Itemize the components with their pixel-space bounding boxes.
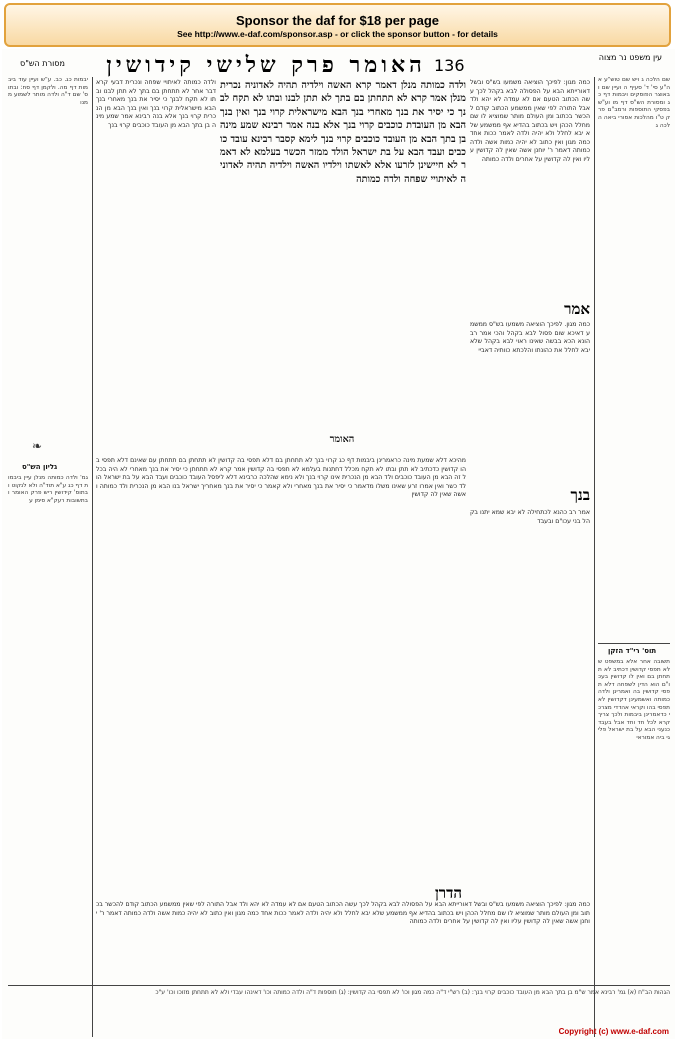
left-sidebar-text: יבמות כג. כב. ע"ש ועיין עוד ביבמות דף מה. ולקמן דף סח: ובתוס' שם ד"ה ולדה מותר לשמוע ממנו <box>8 77 88 106</box>
sponsor-banner[interactable] <box>4 3 671 47</box>
tosafot-box-top <box>598 643 670 644</box>
gilyon-text: גמ' ולדה כמותה מנלן עיין ביבמות דף כג ע"א תוד"ה ולא לנקוט ובתוס' קידושין ריש פרק האומר ובתשובות רעק"א סימן ע <box>8 475 88 504</box>
divider-left <box>92 77 93 1037</box>
rashi-right-lower: אמר רב כהנא לכתחילה לא יבא שמא יתנו בקהל בני עכו"ם ובעבד <box>470 509 590 525</box>
rashi-middle: מהיכא דלא שמעת מינה כראמרינן ביבמות דף כג קרוי בנך לא תתחתן בם דלא תפסי בה קדושין לא תתחתן בם תתחתן עם שאינם דלא תפסי בהו קדושין כדכתיב לא תתן ובתו לא תקח מכלל דחתנות בעלמא לא תפסי בה קדושין אמר קרא לא תתחתן כי יסיר את בנך מאחרי לא היה בכלל זה הבא מן העובד כוכבים ולד הבא מן הנכרית אינו קרוי בנך ולא נימא שהלכה כרבינא דלא ליפסל העובד כוכבים ועבד הבא על בת ישראל הולד כשר ואין אמרו זרע שאינו משלו מדאמר כי יסיר את בנך מאחרי ולא קאמר כי יסיר את בנך מאחריך ישראל בנו הבא מן הנכרית ולד כמותה ואשה שאין לה קדושין <box>96 457 466 498</box>
page-title: האומר פרק שלישי קידושין <box>106 52 426 78</box>
copyright-notice[interactable]: Copyright (c) www.e-daf.com <box>558 1027 669 1036</box>
rashi-top-left: ולדה כמותה לאיתויי שפחה ונכרית דבעי קרא דבר אחר לא תתחתן בם בתך לא תתן לבנו ובתו לא תקח לבנך כי יסיר את בנך מאחרי בנך הבא מישראלית קרוי בנך ואין בנך הבא מן הנכרית קרוי בנך אלא בנה רבינא אמר שמע מינה בן בתך הבא מן העובד כוכבים קרוי בנך <box>96 79 216 129</box>
ornament-left: ❧ <box>32 439 43 453</box>
rashi-bottom: כמה מגון: לפיכך הוציאה משמעו בש"ס ובשל דאורייתא הבא על הפסולה לבא בקהל לכך עשה הכתוב הטעם אם לא עמדה לא יהא ולד אבל התורה לפי שאין ממשמע הכתוב קודם להכשר בכתוב ומן העולם מותר שמוציא לו שם מחלל הכהן ויש בכתוב בהדיא אף ממשמע שלא יבא לחלל ולא יהיה ולדה לאמר ככות אחד כמה מגון ואין כתוב לא יהיה כמות אשה ולדה כמותה דאמר ר' יוחנן אשה שאין לה קדושין עליו ואין לה קדושין על אחרים ולדה כמותה <box>96 901 590 925</box>
footnote-divider <box>8 985 670 986</box>
page-number: 136 <box>434 56 465 75</box>
dibbur-hamatchil-2: בנך <box>570 487 590 504</box>
footnote-text: הגהות הב"ח (א) גמ' רבינא אמר ש"מ בן בתך הבא מן העובד כוכבים קרוי בנך: (ב) רש"י ד"ה כמה מגון וכו' לא תפסי בה קדושין: (ג) תוספות ד"ה ולדה כמותה וכו' דאינהו עבדי ולא לא תתחתן מזוכו וכו' ע"כ <box>155 989 670 996</box>
margin-label-left: מסורת הש"ס <box>20 59 65 68</box>
rashi-top-right: כמה מגון: לפיכך הוציאה משמעו בש"ס ובשל דאורייתא הבא על הפסולה לבא בקהל לכך עשה הכתוב הטעם אם לא עמדה לא יהא ולד אבל התורה לפי שאין ממשמע הכתוב קודם להכשר בכתוב ומן העולם מותר שמוציא לו שם מחלל הכהן ויש בכתוב בהדיא אף ממשמע שלא יבא לחלל ולא יהיה ולדה לאמר ככות אחד כמה מגון ואין כתוב לא יהיה כמות אשה ולדה כמותה דאמר ר' יוחנן אשה שאין לה קדושין עליו ואין לה קדושין על אחרים ולדה כמותה <box>470 79 590 163</box>
mishna-end-word: האומר <box>329 434 355 445</box>
margin-label-right: עין משפט נר מצוה <box>598 53 662 62</box>
divider-right <box>594 77 595 1037</box>
tosafot-label: תוס' רי"ד הזקן <box>608 647 657 655</box>
dibbur-hamatchil-3: הדרן <box>434 885 462 902</box>
tosafot-text: תשובה אחר אלא במשפט שלא תפסי קדושין דכתיב לא תתחתן בם ואין לו קדושין בעכו"ם הוא הדין לשפחה דלא תפסי קדושין בה ואמרינן ולדה כמותה ואשמעינן דקדושין לא תפסי בהו וקראי אהדדי מצרכי כדאמרינן ביבמות ולכך צריך קרא לכל חד וחד אבל בעבד כנעני הבא על בת ישראל פליגי ביה אמוראי <box>598 659 670 741</box>
talmud-page <box>2 49 675 1039</box>
rashi-right-continued: כמה מגון. לפיכך הוציאה משמעו בש"ס ממשמע דאיכא שום פסול לבא בקהל והכי אמר רב הונא הכא בבשה שאינו ראוי לבא בקהל שלא יבא לחלל את כהונתו והלכתא כוותיה דאביי <box>470 321 590 354</box>
gilyon-label: גליון הש"ס <box>22 463 58 471</box>
sponsor-subline[interactable]: See http://www.e-daf.com/sponsor.asp - or click the sponsor button - for details <box>177 29 498 39</box>
right-sidebar-text: שם הלכה ג ויש שם טוש"ע אה"ע סי' ד' סעיף ה ועיין שם ובאוצר הפוסקים ויבמות דף כג ומסורת הש"ס דף מו וע"ש בפסקי התוספות ורמב"ם פרק ט"ו מהלכות אסורי ביאה הלכה ג <box>598 77 670 129</box>
dibbur-hamatchil-1: אמר <box>564 301 590 318</box>
gemara-text: ולדה כמותה מנלן דאמר קרא האשה וילדיה תהיה לאדוניה נכרית מנלן אמר קרא לא תתחתן בם בתך לא תתן לבנו ובתו לא תקח לבנך כי יסיר את בנך מאחרי בנך הבא מישראלית קרוי בנך ואין בנך הבא מן העובדת כוכבים קרוי בנך אלא בנה אמר רבינא שמע מינה בן בתך הבא מן העובד כוכבים קרוי בנך לימא קסבר רבינא עובד כוכבים ועבד הבא על בת ישראל הולד ממזר הכשר בעלמא לא דאמר לא חיישינן לזרעו אלא לאשתו וילדיו האשה וילדיה תהיה לאדוניה לאיתויי שפחה ולדה כמותה <box>220 80 466 185</box>
sponsor-headline[interactable]: Sponsor the daf for $18 per page <box>236 13 439 28</box>
